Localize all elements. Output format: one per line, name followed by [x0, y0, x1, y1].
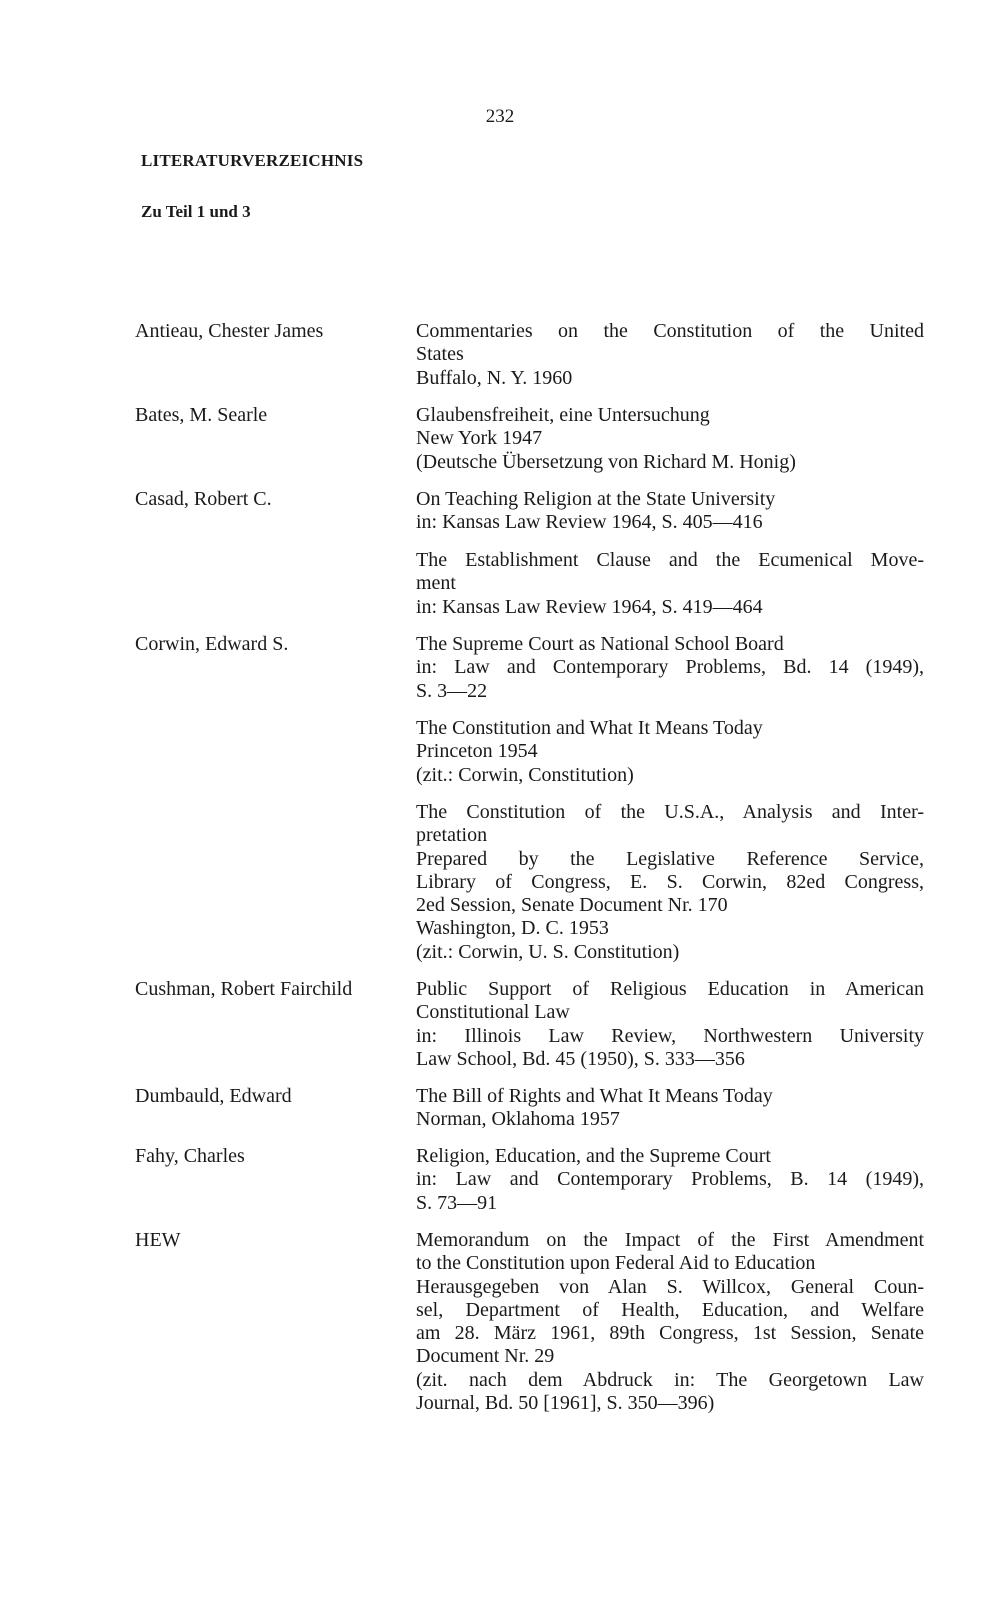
- entry-line: New York 1947: [416, 427, 543, 450]
- entry-line: S. 73—91: [416, 1191, 498, 1214]
- author-name: Bates, M. Searle: [135, 404, 268, 426]
- entry-line: The Bill of Rights and What It Means Today: [416, 1085, 773, 1107]
- author-name: Antieau, Chester James: [135, 320, 324, 342]
- page-number: 232: [485, 106, 515, 127]
- entry-line: On Teaching Religion at the State University: [416, 488, 776, 510]
- entry-line: Prepared by the Legislative Reference Service,: [416, 847, 924, 870]
- author-name: Dumbauld, Edward: [135, 1085, 292, 1107]
- entry-line: Library of Congress, E. S. Corwin, 82ed Congress,: [416, 870, 924, 893]
- bibliography-entry: [416, 801, 924, 964]
- entry-line: in: Kansas Law Review 1964, S. 419—464: [416, 595, 763, 618]
- entry-line: to the Constitution upon Federal Aid to Education: [416, 1252, 816, 1275]
- entry-line: Princeton 1954: [416, 740, 538, 763]
- entry-line: in: Law and Contemporary Problems, Bd. 14 (1949),: [416, 656, 924, 679]
- bibliography-entry: [416, 978, 924, 1071]
- entry-line: 2ed Session, Senate Document Nr. 170: [416, 894, 728, 917]
- author-name: Casad, Robert C.: [135, 488, 272, 510]
- bibliography-entry: [416, 320, 924, 390]
- entry-line: in: Law and Contemporary Problems, B. 14 (1949),: [416, 1168, 924, 1191]
- entry-line: in: Illinois Law Review, Northwestern University: [416, 1024, 924, 1047]
- entry-line: States: [416, 343, 464, 366]
- entry-line: Document Nr. 29: [416, 1345, 555, 1368]
- entry-line: in: Kansas Law Review 1964, S. 405—416: [416, 511, 763, 534]
- entry-line: Norman, Oklahoma 1957: [416, 1108, 620, 1131]
- entry-line: The Constitution of the U.S.A., Analysis and Inter-: [416, 801, 924, 823]
- entry-line: pretation: [416, 824, 488, 847]
- author-name: Cushman, Robert Fairchild: [135, 978, 353, 1000]
- bibliography-entry: [416, 1229, 924, 1415]
- entry-line: Washington, D. C. 1953: [416, 917, 609, 940]
- entry-line: Commentaries on the Constitution of the United: [416, 320, 924, 342]
- bibliography-entry: [416, 488, 924, 535]
- page-heading: LITERATURVERZEICHNIS: [141, 151, 364, 170]
- entry-line: (zit.: Corwin, Constitution): [416, 763, 634, 786]
- entry-line: Memorandum on the Impact of the First Amendment: [416, 1229, 924, 1251]
- entry-line: Glaubensfreiheit, eine Untersuchung: [416, 404, 710, 426]
- entry-line: The Constitution and What It Means Today: [416, 717, 763, 739]
- section-subheading: Zu Teil 1 und 3: [141, 202, 251, 221]
- bibliography-entry: [416, 549, 924, 619]
- bibliography-entry: [416, 1085, 924, 1132]
- entry-line: (zit.: Corwin, U. S. Constitution): [416, 940, 680, 963]
- entry-line: Religion, Education, and the Supreme Court: [416, 1145, 771, 1167]
- entry-line: ment: [416, 572, 456, 595]
- entry-line: (Deutsche Übersetzung von Richard M. Honig): [416, 450, 796, 473]
- entry-line: Public Support of Religious Education in American: [416, 978, 924, 1000]
- author-name: HEW: [135, 1229, 181, 1251]
- entry-line: Law School, Bd. 45 (1950), S. 333—356: [416, 1047, 745, 1070]
- entry-line: am 28. März 1961, 89th Congress, 1st Session, Senate: [416, 1322, 924, 1345]
- bibliography-entry: [416, 633, 924, 703]
- bibliography-entry: [416, 1145, 924, 1215]
- entry-line: The Supreme Court as National School Board: [416, 633, 784, 655]
- author-name: Corwin, Edward S.: [135, 633, 289, 655]
- entry-line: Herausgegeben von Alan S. Willcox, General Coun-: [416, 1275, 924, 1298]
- bibliography-entry: [416, 717, 924, 787]
- entry-line: S. 3—22: [416, 679, 488, 702]
- entry-line: The Establishment Clause and the Ecumenical Move-: [416, 549, 924, 571]
- entry-line: Constitutional Law: [416, 1001, 570, 1024]
- entry-line: Journal, Bd. 50 [1961], S. 350—396): [416, 1392, 715, 1415]
- bibliography-entry: [416, 404, 924, 474]
- author-name: Fahy, Charles: [135, 1145, 245, 1167]
- entry-line: Buffalo, N. Y. 1960: [416, 366, 573, 389]
- entry-line: sel, Department of Health, Education, and Welfare: [416, 1298, 924, 1321]
- entry-line: (zit. nach dem Abdruck in: The Georgetown Law: [416, 1368, 924, 1391]
